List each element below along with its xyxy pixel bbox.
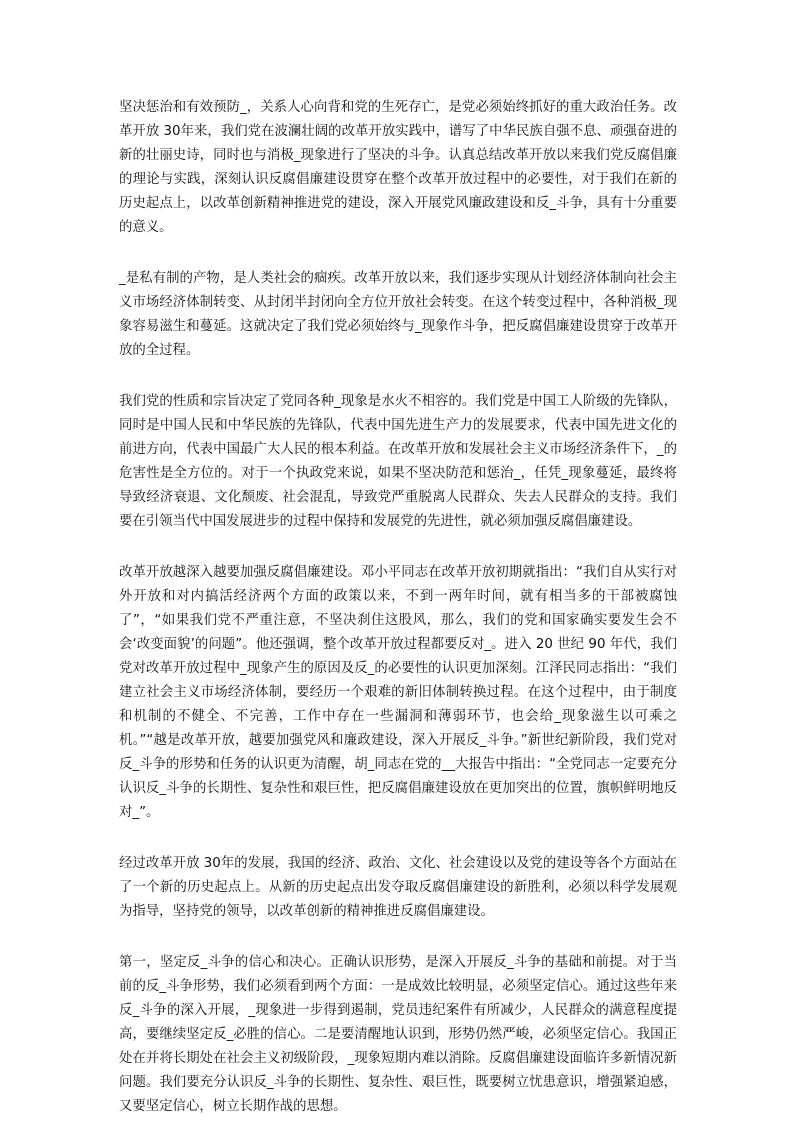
paragraph-4: 改革开放越深入越要加强反腐倡廉建设。邓小平同志在改革开放初期就指出：“我们自从实行对外开放和对内搞活经济两个方面的政策以来，不到一两年时间，就有相当多的干部被腐蚀了”，“如果我们党不严重注意，不坚决刹住这股风，那么，我们的党和国家确实要发生会不会‘改变面貌’的问题”。他还强调，整个改革开放过程都要反对_。进入 20 世纪 90 年代，我们党对改革开放过程中_现象产生的原因及反_的必要性的认识更加深刻。江泽民同志指出：“我们建立社会主义市场经济体制，要经历一个艰难的新旧体制转换过程。在这个过程中，由于制度和机制的不健全、不完善，工作中存在一些漏洞和薄弱环节，也会给_现象滋生以可乘之机。”“越是改革开放，越要加强党风和廉政建设，深入开展反_斗争。”新世纪新阶段，我们党对反_斗争的形势和任务的认识更为清醒，胡_同志在党的__大报告中指出：“全党同志一定要充分认识反_斗争的长期性、复杂性和艰巨性，把反腐倡廉建设放在更加突出的位置，旗帜鲜明地反对_”。: [119, 565, 677, 820]
paragraph-1: 坚决惩治和有效预防_，关系人心向背和党的生死存亡，是党必须始终抓好的重大政治任务。改革开放 30年来，我们党在波澜壮阔的改革开放实践中，谱写了中华民族自强不息、顽强奋进的新的壮丽史诗，同时也与消极_现象进行了坚决的斗争。认真总结改革开放以来我们党反腐倡廉的理论与实践，深刻认识反腐倡廉建设贯穿在整个改革开放过程中的必要性，对于我们在新的历史起点上，以改革创新精神推进党的建设，深入开展党风廉政建设和反_斗争，具有十分重要的意义。: [119, 100, 677, 235]
paragraph-2: _是私有制的产物，是人类社会的痼疾。改革开放以来，我们逐步实现从计划经济体制向社会主义市场经济体制转变、从封闭半封闭向全方位开放社会转变。在这个转变过程中，各种消极_现象容易滋生和蔓延。这就决定了我们党必须始终与_现象作斗争，把反腐倡廉建设贯穿于改革开放的全过程。: [119, 271, 677, 358]
paragraph-3: 我们党的性质和宗旨决定了党同各种_现象是水火不相容的。我们党是中国工人阶级的先锋队，同时是中国人民和中华民族的先锋队，代表中国先进生产力的发展要求，代表中国先进文化的前进方向，代表中国最广大人民的根本利益。在改革开放和发展社会主义市场经济条件下，_的危害性是全方位的。对于一个执政党来说，如果不坚决防范和惩治_，任凭_现象蔓延，最终将导致经济衰退、文化颓废、社会混乱，导致党严重脱离人民群众、失去人民群众的支持。我们要在引领当代中国发展进步的过程中保持和发展党的先进性，就必须加强反腐倡廉建设。: [119, 394, 677, 529]
paragraph-5: 经过改革开放 30年的发展，我国的经济、政治、文化、社会建设以及党的建设等各个方面站在了一个新的历史起点上。从新的历史起点出发夺取反腐倡廉建设的新胜利，必须以科学发展观为指导，坚持党的领导，以改革创新的精神推进反腐倡廉建设。: [119, 856, 677, 919]
paragraph-6: 第一，坚定反_斗争的信心和决心。正确认识形势，是深入开展反_斗争的基础和前提。对于当前的反_斗争形势，我们必须看到两个方面：一是成效比较明显，必须坚定信心。通过这些年来反_斗争的深入开展，_现象进一步得到遏制，党员违纪案件有所减少，人民群众的满意程度提高，要继续坚定反_必胜的信心。二是要清醒地认识到，形势仍然严峻，必须坚定信心。我国正处在并将长期处在社会主义初级阶段，_现象短期内难以消除。反腐倡廉建设面临许多新情况新问题。我们要充分认识反_斗争的长期性、复杂性、艰巨性，既要树立忧患意识，增强紧迫感，又要坚定信心，树立长期作战的思想。: [119, 955, 677, 1114]
document-body: [119, 96, 677, 1146]
